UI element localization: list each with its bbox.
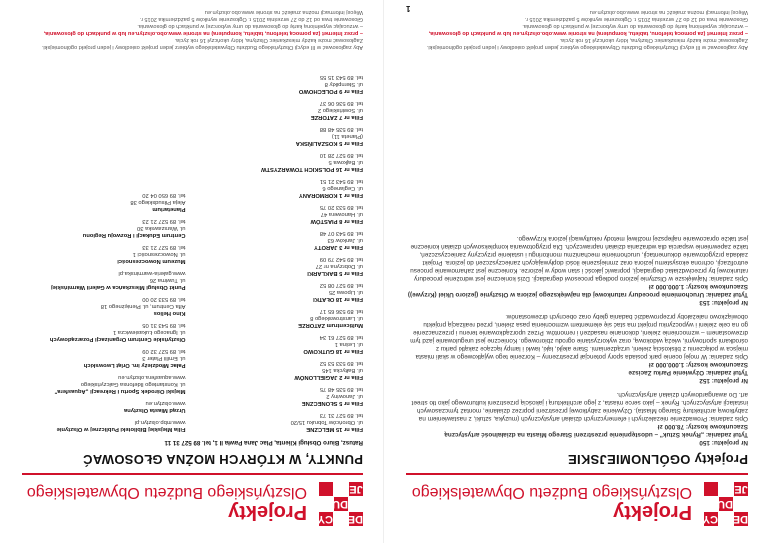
voting-point-name: Filia nr 18 GUTKOWO xyxy=(303,348,363,354)
voting-point-name: Punkt Obsługi Mieszkańca w Galerii Warmińskiej xyxy=(51,284,186,290)
brand-title-line1: Projekty xyxy=(613,501,692,523)
voting-point-address: ul. Sowińskiego 2 xyxy=(317,107,363,113)
project-description: Opis zadania: Prowadzenie niezależnych i efemerycznych działań artystycznych (muzyka, sztuki, z nastawieniem na zabytkową architekturę Starego Miasta). Ożywienie zabytkowej przestrzeni poprzez działanie, montaż tymczasowych instalacji artystycznych. Rynek – jako serce miasta, z jego architekturą i jakością przestrzeni kulturowego jako tło street art. Do awangardowych działań artystycznych. xyxy=(411,391,748,422)
project-number: Nr projektu: 153 xyxy=(699,299,748,306)
voting-point-phone: tel. 89 533 20 75 xyxy=(319,204,363,210)
voting-point-name: Planetarium xyxy=(152,206,186,212)
voting-point-address: ul. Sternpikty 8 xyxy=(324,81,363,87)
page-title: PUNKTY, W KTÓRYCH MOŻNA GŁOSOWAĆ xyxy=(82,452,363,467)
voting-point-phone: tel. 89 535 48 88 xyxy=(319,126,363,132)
page-footer xyxy=(22,8,363,50)
voting-point xyxy=(22,217,186,238)
page-header xyxy=(22,479,363,527)
logo-cell xyxy=(719,482,733,496)
logo-cell: CY xyxy=(702,513,718,525)
brand-title-line2: Olsztyńskiego Budżetu Obywatelskiego xyxy=(411,484,692,501)
voting-point-address: ul. Emilii Plater 3 xyxy=(142,355,186,361)
voting-point-phone: www.galeria-warminska.pl xyxy=(118,270,186,276)
voting-point xyxy=(200,385,364,406)
voting-point-name: Filia nr 5 BAKLARKI xyxy=(307,270,363,276)
project-entry xyxy=(406,312,748,384)
logo-cell xyxy=(704,497,718,511)
project-entry xyxy=(406,390,748,446)
voting-point-phone: tel. 89 533 53 52 xyxy=(319,360,363,366)
voting-point-address: www.mbp.olsztyn.pl xyxy=(134,419,186,425)
voting-point-address: www.olsztyn.eu xyxy=(145,400,186,406)
voting-point-phone: tel. 89 543 07 48 xyxy=(319,230,363,236)
voting-point-address: ul. Dobrzyna nr 27 xyxy=(315,263,363,269)
footer-line: Głosowanie trwa od 12 do 27 września 2015 r. Ogłoszenie wyników 5 października 2015 r. xyxy=(524,16,748,22)
footer-line: – przez Internet (za pomocą telefonu, tabletu, komputera) na stronie www.obo.olsztyn.eu lub w punktach do głosowania, xyxy=(43,30,363,36)
voting-point xyxy=(200,125,364,146)
logo-cell xyxy=(319,482,333,496)
voting-point-address: ul. Lanstrowskiego 8 xyxy=(310,315,363,321)
logo-cell xyxy=(334,512,348,526)
logo-cell xyxy=(719,512,733,526)
footer-line: Głosowanie trwa od 12 do 27 września 2015 r. Ogłoszenie wyników 5 października 2015 r. xyxy=(139,16,363,22)
voting-point xyxy=(200,73,364,94)
voting-point xyxy=(22,347,186,368)
voting-point-name: Centrum Edukacji i Rozwoju Regionu xyxy=(82,232,186,238)
voting-point-phone: tel. 89 533 20 00 xyxy=(142,296,186,302)
page-footer xyxy=(406,8,748,50)
voting-point-address: ul. Leśna 1 xyxy=(334,341,363,347)
voting-point-address: ul. Tuwima 26 xyxy=(149,277,186,283)
footer-line: Zagłosować może każdy mieszkaniec Olsztyna, który ukończył 16 rok życia. xyxy=(174,37,363,43)
voting-point-name: Olsztyńskie Centrum Organizacji Pozarządowych xyxy=(49,336,186,342)
project-cost: Szacunkowe koszty: 1.000.000 zł xyxy=(648,283,748,290)
footer-line: Zagłosować może każdy mieszkaniec Olsztyna, który ukończył 16 rok życia. xyxy=(559,37,748,43)
voting-point-name: Kino Helios xyxy=(153,310,186,316)
page-general-projects xyxy=(384,0,768,543)
logo-cell: DU xyxy=(332,498,348,510)
project-cost: Szacunkowe koszty: 1.000.000 zł xyxy=(648,361,748,368)
voting-point xyxy=(22,321,186,342)
project-title: Tytuł zadania: Uruchomienie procedury ratunkowej dla największego jeziora w Olsztynie (jezioro Ukiel (Krzywe)) xyxy=(407,291,748,298)
voting-point-phone: tel. 89 527 31 73 xyxy=(319,412,363,418)
brand-title-line1: Projekty xyxy=(228,501,307,523)
voting-point-phone: tel. 89 527 21 33 xyxy=(142,244,186,250)
voting-point xyxy=(200,99,364,120)
voting-point-name: Filia nr 1 KORMORANY xyxy=(298,192,363,198)
voting-point-address: ul. Lipowa 25 xyxy=(328,289,363,295)
voting-point xyxy=(22,399,186,413)
voting-point-name: Filia nr 8 PIASTÓW xyxy=(310,218,363,224)
voting-point xyxy=(200,151,364,172)
page-number: 1 xyxy=(406,4,411,13)
voting-point-name: Filia nr 3 JAROTY xyxy=(314,244,363,250)
voting-point-phone: tel. 89 527 28 10 xyxy=(319,152,363,158)
brand-title xyxy=(27,483,307,523)
project-number: Nr projektu: 150 xyxy=(699,439,748,446)
voting-point-address: ul. Obrońców Tobruku 15/20 xyxy=(290,419,363,425)
project-description: Opis zadania: W mojej ocenie park posiada spory potencjał przestrzenny – Korzenie tego wyjątkowego w skali miasta miejsca w połączeniu z bliskością zieleni, urządzeniami. Stare alejki, łąki, ławki i lampy łączące zakątki parku z ośrodkami sportowymi, wieżą widokową, oraz wykorzystanie ogrodu zbiorowego. Konieczne jest uregulowanie jazd tym drzewostanem – wzmocnienie zieleni, dokonanie nasadzeń i remontów. Przez uporządkowanie terenu i przeznaczenie go na cele zieleni i wypoczynku projekt ma stać się elementem wzmocnienia pasa zieleni, przed realizacją projektu obowiązkowo należałoby przeprowadzić badania gleby oraz obecnych drzewostanów. xyxy=(410,313,748,360)
voting-point-phone: tel. 89 536 65 17 xyxy=(319,308,363,314)
footer-line: – wrzucając wypełnioną kartę do głosowania do urny wyborczej w punktach do głosowania. xyxy=(522,23,748,29)
footer-line: Aby zagłosować w III edycji Olsztyńskiego Budżetu Obywatelskiego wybierz jeden projekt osiedlowy i jeden projekt ogólnomiejski. xyxy=(41,44,363,50)
logo-cell: JE xyxy=(734,483,748,495)
voting-point-name: Filia nr 18 OŁATKI xyxy=(313,296,363,302)
footer-line: – wrzucając wypełnioną kartę do głosowania do urny wyborczej w punktach do głosowania. xyxy=(137,23,363,29)
voting-point xyxy=(22,373,186,394)
voting-points-column-left xyxy=(200,68,364,432)
voting-point-phone: tel. 89 542 79 09 xyxy=(319,256,363,262)
project-cost: Szacunkowe koszty: 78.000 zł xyxy=(657,423,748,430)
voting-point-address: ul. Bajkowa 5 xyxy=(328,159,363,165)
project-title: Tytuł zadania: Ożywienie Parku Zacisze xyxy=(628,369,748,376)
voting-point-name: Filia nr 7 ZATORZE xyxy=(310,114,363,120)
voting-point-address: Alfa Centrum, ul. Pieniężnego 18 xyxy=(100,303,186,309)
voting-point-address: ul. Ignacego Łukasiewicza 1 xyxy=(112,329,186,335)
voting-points-column-right xyxy=(22,68,186,432)
voting-point-phone: tel. 89 543 31 05 xyxy=(142,322,186,328)
voting-point-name: Pałac Młodzieży im. Orląt Lwowskich xyxy=(83,362,186,368)
voting-point-phone: tel. 89 536 06 37 xyxy=(319,100,363,106)
divider xyxy=(22,473,363,475)
voting-point xyxy=(200,307,364,328)
voting-point-address: Aleja Piłsudskiego 38 xyxy=(130,199,186,205)
logo-cell xyxy=(734,497,748,511)
voting-points-list xyxy=(22,68,363,432)
obo-logo xyxy=(317,480,363,526)
voting-point-phone: tel. 89 527 21 23 xyxy=(142,218,186,224)
voting-point-name: Filia Miejskiej Biblioteki Publicznej w Olsztynie xyxy=(56,426,186,432)
voting-point xyxy=(200,411,364,432)
project-number: Nr projektu: 152 xyxy=(699,377,748,384)
voting-point-address: ul. Hanowera 47 xyxy=(320,211,363,217)
voting-point-phone: tel. 89 543 15 55 xyxy=(319,74,363,80)
voting-point xyxy=(22,243,186,264)
project-entry xyxy=(406,234,748,306)
logo-cell: CY xyxy=(317,513,333,525)
voting-point-name: Urząd Miasta Olsztyna xyxy=(123,407,186,413)
logo-cell xyxy=(319,497,333,511)
voting-point-phone: tel. 89 535 48 75 xyxy=(319,386,363,392)
voting-point-name: Muzeum Nowoczesności xyxy=(117,258,186,264)
logo-cell xyxy=(704,482,718,496)
project-description: Opis zadania: Największe w Olsztynie jezioro podlega procesowi degradacji. Dziś konieczne jest wdrożenie procedury ratunkowej by przeciwdziałać degradacji, poprawić jakość i stan wody w jeziorze. Konieczne jest zahamowanie procesu eutrofizacji, ochrona ekosystemu jeziora oraz zmniejszenie ilości dopływających zanieczyszczeń do jeziora. Projekt zakłada przygotowanie dokumentacji, uruchomienie mechanizmu monitoringu i ustalenie przyczyny zanieczyszczeń, także zapewnienie wsparcia dla wdrażania działań naprawczych. Dla przygotowania kompleksowych działań konieczne jest także opracowanie najlepszej możliwej metody rekultywacji jeziora Krzywego. xyxy=(410,235,748,282)
voting-point xyxy=(200,281,364,302)
voting-point xyxy=(200,333,364,354)
footer-line: Więcej informacji można znaleźć na stronie www.obo.olsztyn.eu xyxy=(204,9,363,15)
voting-point-address: ul. Warszawska 30 xyxy=(137,225,186,231)
voting-point-phone: tel. 89 650 04 20 xyxy=(142,192,186,198)
voting-point-address: ul. Bałtycka 145 xyxy=(322,367,363,373)
brand-title xyxy=(412,483,692,523)
voting-point xyxy=(22,418,186,432)
voting-point xyxy=(200,229,364,250)
voting-point-phone: tel. 89 527 08 52 xyxy=(319,282,363,288)
footer-line: Więcej informacji można znaleźć na stronie www.obo.olsztyn.eu xyxy=(589,9,748,15)
voting-point-address: ul. Janowiny 2 xyxy=(326,393,363,399)
voting-point-phone: tel. 89 543 21 51 xyxy=(319,178,363,184)
voting-point-phone: tel. 89 527 32 09 xyxy=(142,348,186,354)
main-voting-point: Ratusz, Biuro Obsługi Klienta, Plac Jana Pawła II 1, tel. 89 527 31 11 xyxy=(164,439,363,446)
project-title: Tytuł zadania: „Rynek Sztuk" – udostępnienie przestrzeni Starego Miasta na działalność artystyczną xyxy=(444,431,748,438)
voting-point-phone: www.aquasfera.olsztyn.eu xyxy=(118,374,186,380)
voting-point-name: Filia nr 5 SŁONECZNE xyxy=(301,400,363,406)
divider xyxy=(406,473,748,475)
voting-point-name: Filia nr 16 POLSKICH TOWARZYSTW xyxy=(261,166,363,172)
voting-point-address: ul. Konstantego Ildefonsa Gałczyńskiego xyxy=(80,381,186,387)
logo-cell: DU xyxy=(717,498,733,510)
voting-point xyxy=(200,359,364,380)
voting-point-name: Filia nr 15 MELCZNE xyxy=(306,426,363,432)
voting-point xyxy=(22,269,186,290)
logo-cell: DE xyxy=(347,513,363,525)
voting-point-name: Filia nr 2 JAGIELLONÓW xyxy=(294,374,363,380)
voting-point-name: Miejski Ośrodek Sportu i Rekreacji „Aquasfera" xyxy=(54,388,186,394)
voting-point-phone: tel. 89 527 61 34 xyxy=(319,334,363,340)
logo-cell xyxy=(349,497,363,511)
page-header xyxy=(406,479,748,527)
page-title: Projekty OGÓLNOMIEJSKIE xyxy=(567,452,748,467)
logo-cell xyxy=(334,482,348,496)
voting-point-address: ul. Nowoczesności 1 xyxy=(132,251,186,257)
voting-point xyxy=(200,177,364,198)
voting-point-name: Filia nr 9 POLECHOWO xyxy=(298,88,363,94)
obo-logo xyxy=(702,480,748,526)
voting-point-address: (Planeta 11) xyxy=(331,133,363,139)
voting-point-name: Filia nr 5 KOSZALIŃSKA xyxy=(295,140,363,146)
logo-cell: JE xyxy=(349,483,363,495)
footer-line: Aby zagłosować w III edycji Olsztyńskiego Budżetu Obywatelskiego wybierz jeden projekt osiedlowy i jeden projekt ogólnomiejski. xyxy=(426,44,748,50)
voting-point xyxy=(200,255,364,276)
footer-line: – przez Internet (za pomocą telefonu, tabletu, komputera) na stronie www.obo.olsztyn.eu lub w punktach do głosowania, xyxy=(428,30,748,36)
voting-point xyxy=(200,203,364,224)
brand-title-line2: Olsztyńskiego Budżetu Obywatelskiego xyxy=(26,484,307,501)
logo-cell: DE xyxy=(732,513,748,525)
voting-point-address: ul. Janków 63 xyxy=(327,237,363,243)
voting-point-address: ul. Ceglanego 6 xyxy=(322,185,363,191)
voting-point-name: Multicentrum ZATORZE xyxy=(298,322,363,328)
voting-point xyxy=(22,191,186,212)
voting-point xyxy=(22,295,186,316)
